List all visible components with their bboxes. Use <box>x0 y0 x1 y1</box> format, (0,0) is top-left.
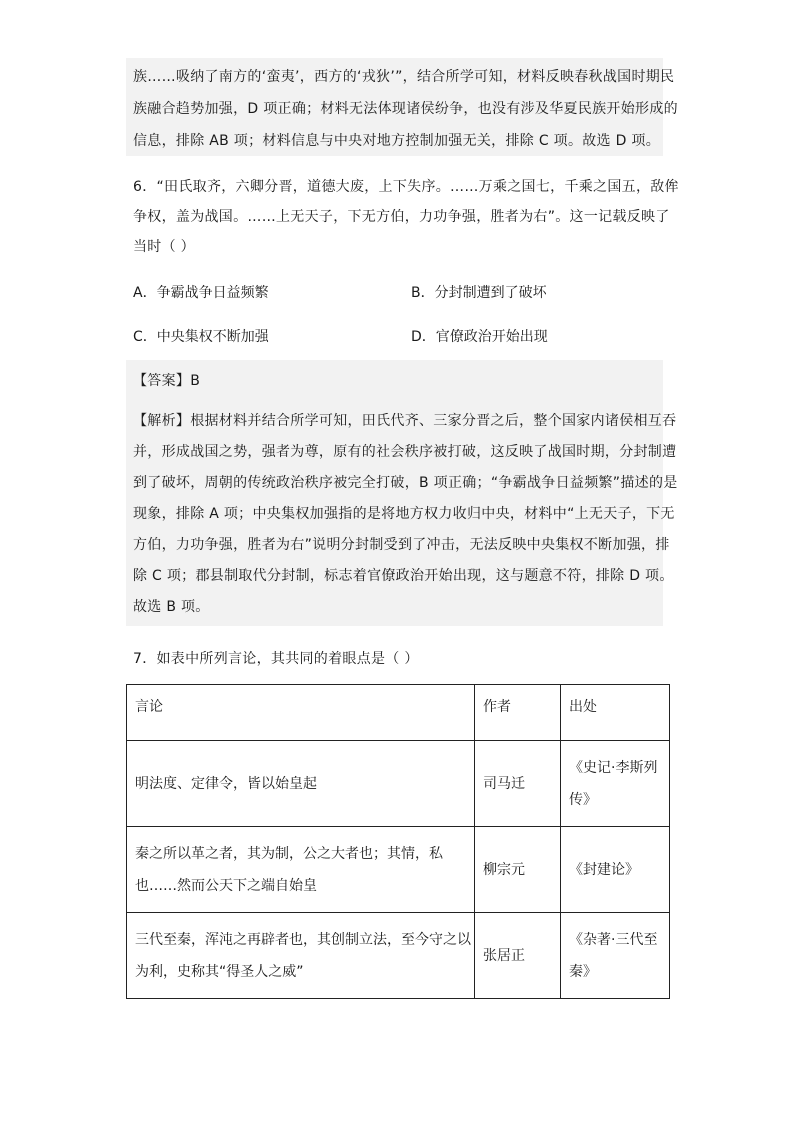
table-row <box>127 741 670 827</box>
q6-option-c: C．中央集权不断加强 <box>133 329 269 345</box>
q6-explanation-line: 现象，排除 A 项；中央集权加强指的是将地方权力收归中央，材料中“上无天子，下无 <box>133 506 675 522</box>
table-cell-source: 《杂著·三代至 秦》 <box>561 913 670 999</box>
table-cell-quote: 明法度、定律令，皆以始皇起 <box>127 741 475 827</box>
table-cell-quote: 秦之所以革之者，其为制，公之大者也；其情，私 也……然而公天下之端自始皇 <box>127 827 475 913</box>
prev-explanation-line: 信息，排除 AB 项；材料信息与中央对地方控制加强无关，排除 C 项。故选 D 项。 <box>133 133 661 149</box>
table-header-cell: 出处 <box>561 685 670 741</box>
q6-stem-line: 6．“田氏取齐，六卿分晋，道德大废，上下失序。……万乘之国七，千乘之国五，敌侔 <box>133 179 679 195</box>
table-cell-author: 柳宗元 <box>475 827 561 913</box>
q6-stem-line: 当时（ ） <box>133 239 195 255</box>
table-cell-quote: 三代至秦，浑沌之再辟者也，其创制立法，至今守之以 为利，史称其“得圣人之威” <box>127 913 475 999</box>
q6-explanation-line: 故选 B 项。 <box>133 599 210 615</box>
q7-table <box>126 684 670 999</box>
q6-option-b: B．分封制遭到了破坏 <box>411 285 547 301</box>
table-cell-author: 司马迁 <box>475 741 561 827</box>
table-cell-author: 张居正 <box>475 913 561 999</box>
q6-explanation-line: 【解析】根据材料并结合所学可知，田氏代齐、三家分晋之后，整个国家内诸侯相互吞 <box>133 413 677 429</box>
q6-option-a: A．争霸战争日益频繁 <box>133 285 269 301</box>
table-row <box>127 827 670 913</box>
q6-answer-shade <box>126 360 663 626</box>
q6-explanation-line: 方伯，力功争强，胜者为右”说明分封制受到了冲击，无法反映中央集权不断加强，排 <box>133 537 670 553</box>
q6-stem-line: 争权，盖为战国。……上无天子，下无方伯，力功争强，胜者为右”。这一记载反映了 <box>133 209 670 225</box>
q6-explanation-line: 到了破坏，周朝的传统政治秩序被完全打破，B 项正确；“争霸战争日益频繁”描述的是 <box>133 475 678 491</box>
table-header-cell: 言论 <box>127 685 475 741</box>
table-cell-source: 《史记·李斯列 传》 <box>561 741 670 827</box>
q6-explanation-line: 除 C 项；郡县制取代分封制，标志着官僚政治开始出现，这与题意不符，排除 D 项。 <box>133 568 674 584</box>
prev-explanation-line: 族……吸纳了南方的‘蛮夷’，西方的‘戎狄’”，结合所学可知，材料反映春秋战国时期民 <box>133 69 675 85</box>
prev-explanation-line: 族融合趋势加强，D 项正确；材料无法体现诸侯纷争，也没有涉及华夏民族开始形成的 <box>133 101 678 117</box>
table-header-row <box>127 685 670 741</box>
q6-answer: 【答案】B <box>133 373 201 389</box>
q6-option-d: D．官僚政治开始出现 <box>411 329 548 345</box>
table-row <box>127 913 670 999</box>
table-header-cell: 作者 <box>475 685 561 741</box>
q6-explanation-line: 并，形成战国之势，强者为尊，原有的社会秩序被打破，这反映了战国时期，分封制遭 <box>133 444 677 460</box>
table-cell-source: 《封建论》 <box>561 827 670 913</box>
q7-stem: 7．如表中所列言论，其共同的着眼点是（ ） <box>133 651 419 667</box>
